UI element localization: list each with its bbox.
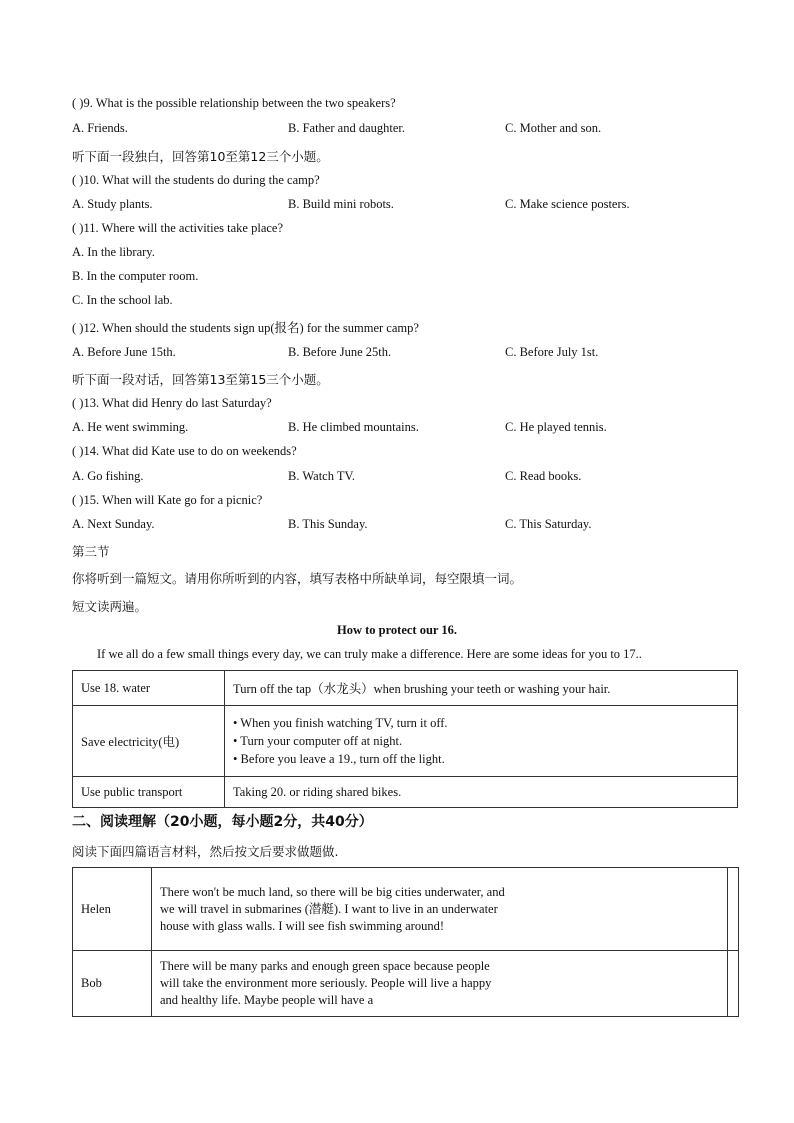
passage-title: How to protect our 16.	[336, 623, 457, 637]
instruction-10-12: 听下面一段独白，回答第10至第12三个小题。	[72, 149, 329, 164]
reading-table	[72, 867, 739, 1017]
person-text-cell	[152, 951, 728, 1017]
q13-option-a: A. He went swimming.	[72, 420, 189, 434]
person-text: There won't be much land, so there will be big cities underwater, and we will travel in submarines (潜艇). I want to live in an underwater house with glass walls. I will see fish swimming around!	[160, 884, 505, 933]
reading-section-heading: 二、阅读理解（20小题，每小题2分，共40分）	[72, 814, 373, 830]
q15-option-c: C. This Saturday.	[505, 517, 592, 531]
fill-in-table	[72, 670, 738, 808]
q13-option-c: C. He played tennis.	[505, 420, 607, 434]
q9-option-b: B. Father and daughter.	[288, 121, 405, 135]
person-text: There will be many parks and enough green space because people will take the environment more seriously. People will live a happy and healthy life. Maybe people will have a	[160, 959, 492, 1007]
row-key: Use public transport	[73, 777, 225, 808]
empty-cell	[728, 868, 739, 951]
q12-option-b: B. Before June 25th.	[288, 345, 392, 359]
empty-cell	[728, 951, 739, 1017]
list-item: • When you finish watching TV, turn it off.	[233, 716, 448, 730]
table-row	[73, 706, 738, 777]
table-row	[73, 868, 739, 951]
row-value: Taking 20. or riding shared bikes.	[225, 777, 738, 808]
q14-option-b: B. Watch TV.	[288, 469, 356, 483]
q10-option-b: B. Build mini robots.	[288, 197, 394, 211]
question-9-stem: ( )9. What is the possible relationship between the two speakers?	[72, 96, 396, 110]
row-value-list	[225, 706, 738, 777]
person-name: Helen	[73, 868, 152, 951]
q10-option-c: C. Make science posters.	[505, 197, 630, 211]
row-key: Save electricity(电)	[73, 706, 225, 777]
q15-option-b: B. This Sunday.	[288, 517, 368, 531]
part3-instruction: 你将听到一篇短文。请用你所听到的内容，填写表格中所缺单词，每空限填一词。	[72, 571, 523, 586]
reading-instruction: 阅读下面四篇语言材料，然后按文后要求做题做.	[72, 844, 339, 859]
person-name: Bob	[73, 951, 152, 1017]
q14-option-a: A. Go fishing.	[72, 469, 144, 483]
question-14-stem: ( )14. What did Kate use to do on weekends?	[72, 444, 297, 458]
question-12-stem: ( )12. When should the students sign up(报名) for the summer camp?	[72, 321, 419, 335]
q11-option-c: C. In the school lab.	[72, 293, 173, 307]
q10-option-a: A. Study plants.	[72, 197, 153, 211]
q11-option-a: A. In the library.	[72, 245, 155, 259]
question-10-stem: ( )10. What will the students do during the camp?	[72, 173, 320, 187]
instruction-13-15: 听下面一段对话，回答第13至第15三个小题。	[72, 372, 329, 387]
passage-intro: If we all do a few small things every day, we can truly make a difference. Here are some ideas for you to 17..	[97, 647, 642, 661]
q13-option-b: B. He climbed mountains.	[288, 420, 419, 434]
q15-option-a: A. Next Sunday.	[72, 517, 155, 531]
part3-instruction-2: 短文读两遍。	[72, 599, 148, 614]
list-item: • Turn your computer off at night.	[233, 734, 403, 748]
q12-option-c: C. Before July 1st.	[505, 345, 599, 359]
q9-option-c: C. Mother and son.	[505, 121, 602, 135]
list-item: • Before you leave a 19., turn off the light.	[233, 752, 445, 766]
part3-heading: 第三节	[72, 544, 110, 559]
table-row	[73, 671, 738, 706]
q9-option-a: A. Friends.	[72, 121, 128, 135]
question-15-stem: ( )15. When will Kate go for a picnic?	[72, 493, 263, 507]
q14-option-c: C. Read books.	[505, 469, 582, 483]
table-row	[73, 777, 738, 808]
row-key: Use 18. water	[73, 671, 225, 706]
person-text-cell	[152, 868, 728, 951]
row-value: Turn off the tap（水龙头）when brushing your teeth or washing your hair.	[225, 671, 738, 706]
question-13-stem: ( )13. What did Henry do last Saturday?	[72, 396, 272, 410]
question-11-stem: ( )11. Where will the activities take place?	[72, 221, 284, 235]
table-row	[73, 951, 739, 1017]
q11-option-b: B. In the computer room.	[72, 269, 199, 283]
q12-option-a: A. Before June 15th.	[72, 345, 176, 359]
